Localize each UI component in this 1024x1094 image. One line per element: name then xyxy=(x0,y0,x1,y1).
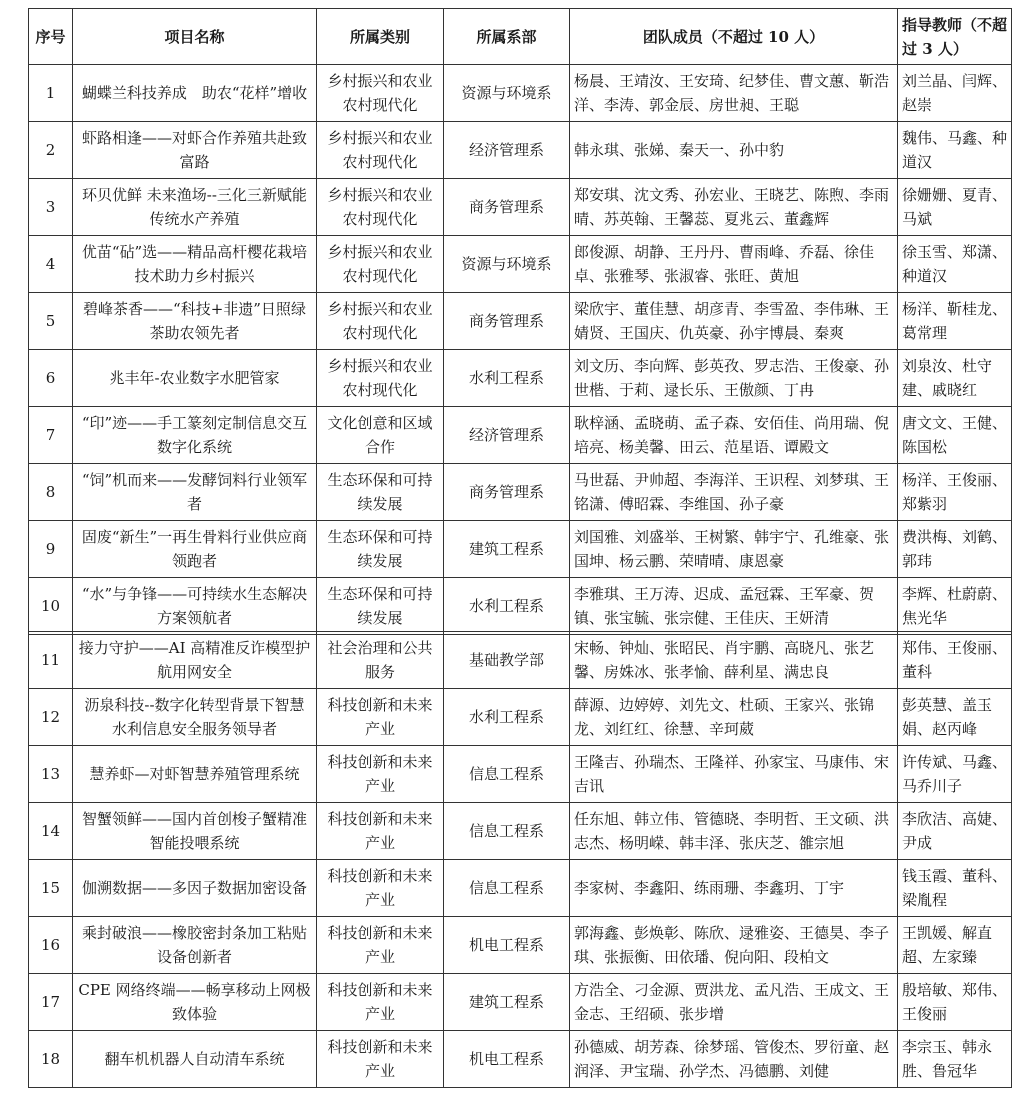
category-cell: 文化创意和区域合作 xyxy=(317,407,444,464)
header-project-name: 项目名称 xyxy=(73,9,317,65)
table-row xyxy=(29,521,1012,578)
department-cell: 资源与环境系 xyxy=(444,236,570,293)
teachers-cell: 杨洋、王俊丽、郑紫羽 xyxy=(898,464,1012,521)
table-row xyxy=(29,407,1012,464)
project-name-cell: 环贝优鲜 未来渔场--三化三新赋能传统水产养殖 xyxy=(73,179,317,236)
header-team-members: 团队成员（不超过 10 人） xyxy=(570,9,898,65)
department-cell: 水利工程系 xyxy=(444,350,570,407)
header-department: 所属系部 xyxy=(444,9,570,65)
category-cell: 乡村振兴和农业农村现代化 xyxy=(317,236,444,293)
team-members-cell: 方浩全、刁金源、贾洪龙、孟凡浩、王成文、王金志、王绍硕、张步增 xyxy=(570,974,898,1031)
table-row xyxy=(29,803,1012,860)
table-row xyxy=(29,122,1012,179)
team-members-cell: 郎俊源、胡静、王丹丹、曹雨峰、乔磊、徐佳卓、张雅琴、张淑睿、张旺、黄旭 xyxy=(570,236,898,293)
category-cell: 社会治理和公共服务 xyxy=(317,632,444,689)
project-name-cell: 慧养虾—对虾智慧养殖管理系统 xyxy=(73,746,317,803)
table-row xyxy=(29,1031,1012,1088)
team-members-cell: 薛源、边婷婷、刘先文、杜硕、王家兴、张锦龙、刘红红、徐慧、辛珂葳 xyxy=(570,689,898,746)
row-number: 1 xyxy=(29,65,73,122)
table-row xyxy=(29,65,1012,122)
project-name-cell: 沥泉科技--数字化转型背景下智慧水利信息安全服务领导者 xyxy=(73,689,317,746)
row-number: 18 xyxy=(29,1031,73,1088)
project-table-part2 xyxy=(28,631,1012,1088)
team-members-cell: 任东旭、韩立伟、管德晓、李明哲、王文硕、洪志杰、杨明嵘、韩丰泽、张庆芝、雒宗旭 xyxy=(570,803,898,860)
teachers-cell: 郑伟、王俊丽、董科 xyxy=(898,632,1012,689)
team-members-cell: 刘国雅、刘盛举、王树繁、韩宇宁、孔维豪、张国坤、杨云鹏、荣晴晴、康恩豪 xyxy=(570,521,898,578)
category-cell: 乡村振兴和农业农村现代化 xyxy=(317,122,444,179)
row-number: 3 xyxy=(29,179,73,236)
team-members-cell: 宋畅、钟灿、张昭民、肖宇鹏、高晓凡、张艺馨、房姝冰、张孝愉、薛利星、满忠良 xyxy=(570,632,898,689)
team-members-cell: 郑安琪、沈文秀、孙宏业、王晓艺、陈煦、李雨晴、苏英翰、王馨蕊、夏兆云、董鑫辉 xyxy=(570,179,898,236)
teachers-cell: 徐玉雪、郑潇、种道汉 xyxy=(898,236,1012,293)
category-cell: 科技创新和未来产业 xyxy=(317,1031,444,1088)
department-cell: 资源与环境系 xyxy=(444,65,570,122)
department-cell: 经济管理系 xyxy=(444,122,570,179)
department-cell: 建筑工程系 xyxy=(444,521,570,578)
team-members-cell: 耿梓涵、孟晓萌、孟子森、安佰佳、尚用瑞、倪培亮、杨美馨、田云、范星语、谭殿文 xyxy=(570,407,898,464)
table-row xyxy=(29,293,1012,350)
row-number: 11 xyxy=(29,632,73,689)
category-cell: 乡村振兴和农业农村现代化 xyxy=(317,350,444,407)
row-number: 14 xyxy=(29,803,73,860)
team-members-cell: 孙德威、胡芳森、徐梦瑶、管俊杰、罗衍童、赵润泽、尹宝瑞、孙学杰、冯德鹏、刘健 xyxy=(570,1031,898,1088)
category-cell: 科技创新和未来产业 xyxy=(317,860,444,917)
header-category: 所属类别 xyxy=(317,9,444,65)
teachers-cell: 杨洋、靳桂龙、葛常理 xyxy=(898,293,1012,350)
team-members-cell: 刘文历、李向辉、彭英孜、罗志浩、王俊豪、孙世楷、于莉、逯长乐、王傲颜、丁冉 xyxy=(570,350,898,407)
teachers-cell: 刘兰晶、闫辉、赵崇 xyxy=(898,65,1012,122)
teachers-cell: 李辉、杜蔚蔚、焦光华 xyxy=(898,578,1012,635)
table-row xyxy=(29,917,1012,974)
row-number: 12 xyxy=(29,689,73,746)
category-cell: 生态环保和可持续发展 xyxy=(317,521,444,578)
project-name-cell: 伽溯数据——多因子数据加密设备 xyxy=(73,860,317,917)
department-cell: 水利工程系 xyxy=(444,689,570,746)
team-members-cell: 李家树、李鑫阳、练雨珊、李鑫玥、丁宇 xyxy=(570,860,898,917)
row-number: 2 xyxy=(29,122,73,179)
category-cell: 科技创新和未来产业 xyxy=(317,689,444,746)
table-row xyxy=(29,689,1012,746)
category-cell: 乡村振兴和农业农村现代化 xyxy=(317,65,444,122)
row-number: 13 xyxy=(29,746,73,803)
department-cell: 信息工程系 xyxy=(444,860,570,917)
project-name-cell: 固废“新生”一再生骨料行业供应商领跑者 xyxy=(73,521,317,578)
department-cell: 水利工程系 xyxy=(444,578,570,635)
department-cell: 商务管理系 xyxy=(444,179,570,236)
project-name-cell: 翻车机机器人自动清车系统 xyxy=(73,1031,317,1088)
table-row xyxy=(29,464,1012,521)
category-cell: 生态环保和可持续发展 xyxy=(317,464,444,521)
team-members-cell: 马世磊、尹帅超、李海洋、王识程、刘梦琪、王铭潇、傅昭霖、李维国、孙子豪 xyxy=(570,464,898,521)
header-teachers: 指导教师（不超过 3 人） xyxy=(898,9,1012,65)
table-row xyxy=(29,578,1012,635)
teachers-cell: 刘泉汝、杜守建、戚晓红 xyxy=(898,350,1012,407)
project-name-cell: 虾路相逢——对虾合作养殖共赴致富路 xyxy=(73,122,317,179)
row-number: 9 xyxy=(29,521,73,578)
department-cell: 基础教学部 xyxy=(444,632,570,689)
teachers-cell: 李欣洁、高婕、尹成 xyxy=(898,803,1012,860)
teachers-cell: 徐姗姗、夏青、马斌 xyxy=(898,179,1012,236)
project-name-cell: 碧峰茶香——“科技+非遗”日照绿茶助农领先者 xyxy=(73,293,317,350)
team-members-cell: 王隆吉、孙瑞杰、王隆祥、孙家宝、马康伟、宋吉讯 xyxy=(570,746,898,803)
project-name-cell: “饲”机而来——发酵饲料行业领军者 xyxy=(73,464,317,521)
teachers-cell: 王凯媛、解直超、左家臻 xyxy=(898,917,1012,974)
table-row xyxy=(29,746,1012,803)
row-number: 16 xyxy=(29,917,73,974)
row-number: 8 xyxy=(29,464,73,521)
project-name-cell: 乘封破浪——橡胶密封条加工粘贴设备创新者 xyxy=(73,917,317,974)
category-cell: 生态环保和可持续发展 xyxy=(317,578,444,635)
teachers-cell: 魏伟、马鑫、种道汉 xyxy=(898,122,1012,179)
category-cell: 科技创新和未来产业 xyxy=(317,746,444,803)
department-cell: 机电工程系 xyxy=(444,1031,570,1088)
teachers-cell: 李宗玉、韩永胜、鲁冠华 xyxy=(898,1031,1012,1088)
project-name-cell: 优苗“砧”选——精品高杆樱花栽培技术助力乡村振兴 xyxy=(73,236,317,293)
row-number: 4 xyxy=(29,236,73,293)
teachers-cell: 唐文文、王健、陈国松 xyxy=(898,407,1012,464)
team-members-cell: 杨晨、王靖汝、王安琦、纪梦佳、曹文蕙、靳浩洋、李涛、郭金辰、房世昶、王聪 xyxy=(570,65,898,122)
team-members-cell: 李雅琪、王万涛、迟成、孟冠霖、王军豪、贺镇、张宝毓、张宗健、王佳庆、王妍清 xyxy=(570,578,898,635)
row-number: 10 xyxy=(29,578,73,635)
project-name-cell: 接力守护——AI 高精准反诈模型护航用网安全 xyxy=(73,632,317,689)
department-cell: 信息工程系 xyxy=(444,803,570,860)
department-cell: 机电工程系 xyxy=(444,917,570,974)
department-cell: 商务管理系 xyxy=(444,293,570,350)
table-row xyxy=(29,632,1012,689)
department-cell: 建筑工程系 xyxy=(444,974,570,1031)
teachers-cell: 许传斌、马鑫、马乔川子 xyxy=(898,746,1012,803)
row-number: 7 xyxy=(29,407,73,464)
teachers-cell: 钱玉霞、董科、梁胤程 xyxy=(898,860,1012,917)
team-members-cell: 韩永琪、张娣、秦天一、孙中豹 xyxy=(570,122,898,179)
table-row xyxy=(29,179,1012,236)
project-table-part1 xyxy=(28,8,1012,635)
category-cell: 科技创新和未来产业 xyxy=(317,974,444,1031)
category-cell: 乡村振兴和农业农村现代化 xyxy=(317,179,444,236)
teachers-cell: 费洪梅、刘鹤、郭玮 xyxy=(898,521,1012,578)
category-cell: 乡村振兴和农业农村现代化 xyxy=(317,293,444,350)
category-cell: 科技创新和未来产业 xyxy=(317,917,444,974)
project-name-cell: CPE 网络终端——畅享移动上网极致体验 xyxy=(73,974,317,1031)
category-cell: 科技创新和未来产业 xyxy=(317,803,444,860)
team-members-cell: 梁欣宇、董佳慧、胡彦青、李雪盈、李伟琳、王婧贤、王国庆、仇英豪、孙宇博晨、秦爽 xyxy=(570,293,898,350)
table-row xyxy=(29,236,1012,293)
department-cell: 经济管理系 xyxy=(444,407,570,464)
department-cell: 信息工程系 xyxy=(444,746,570,803)
project-name-cell: 蝴蝶兰科技养成 助农“花样”增收 xyxy=(73,65,317,122)
table-row xyxy=(29,860,1012,917)
project-name-cell: 智蟹领鲜——国内首创梭子蟹精准智能投喂系统 xyxy=(73,803,317,860)
department-cell: 商务管理系 xyxy=(444,464,570,521)
table-row xyxy=(29,974,1012,1031)
table-row xyxy=(29,350,1012,407)
team-members-cell: 郭海鑫、彭焕彰、陈欣、逯雅姿、王德昊、李子琪、张振衡、田依璠、倪向阳、段柏文 xyxy=(570,917,898,974)
row-number: 6 xyxy=(29,350,73,407)
table-header-row xyxy=(29,9,1012,65)
row-number: 5 xyxy=(29,293,73,350)
teachers-cell: 彭英慧、盖玉娟、赵丙峰 xyxy=(898,689,1012,746)
teachers-cell: 殷培敏、郑伟、王俊丽 xyxy=(898,974,1012,1031)
project-name-cell: 兆丰年-农业数字水肥管家 xyxy=(73,350,317,407)
row-number: 15 xyxy=(29,860,73,917)
project-name-cell: “印”迹——手工篆刻定制信息交互数字化系统 xyxy=(73,407,317,464)
header-no: 序号 xyxy=(29,9,73,65)
project-name-cell: “水”与争锋——可持续水生态解决方案领航者 xyxy=(73,578,317,635)
row-number: 17 xyxy=(29,974,73,1031)
